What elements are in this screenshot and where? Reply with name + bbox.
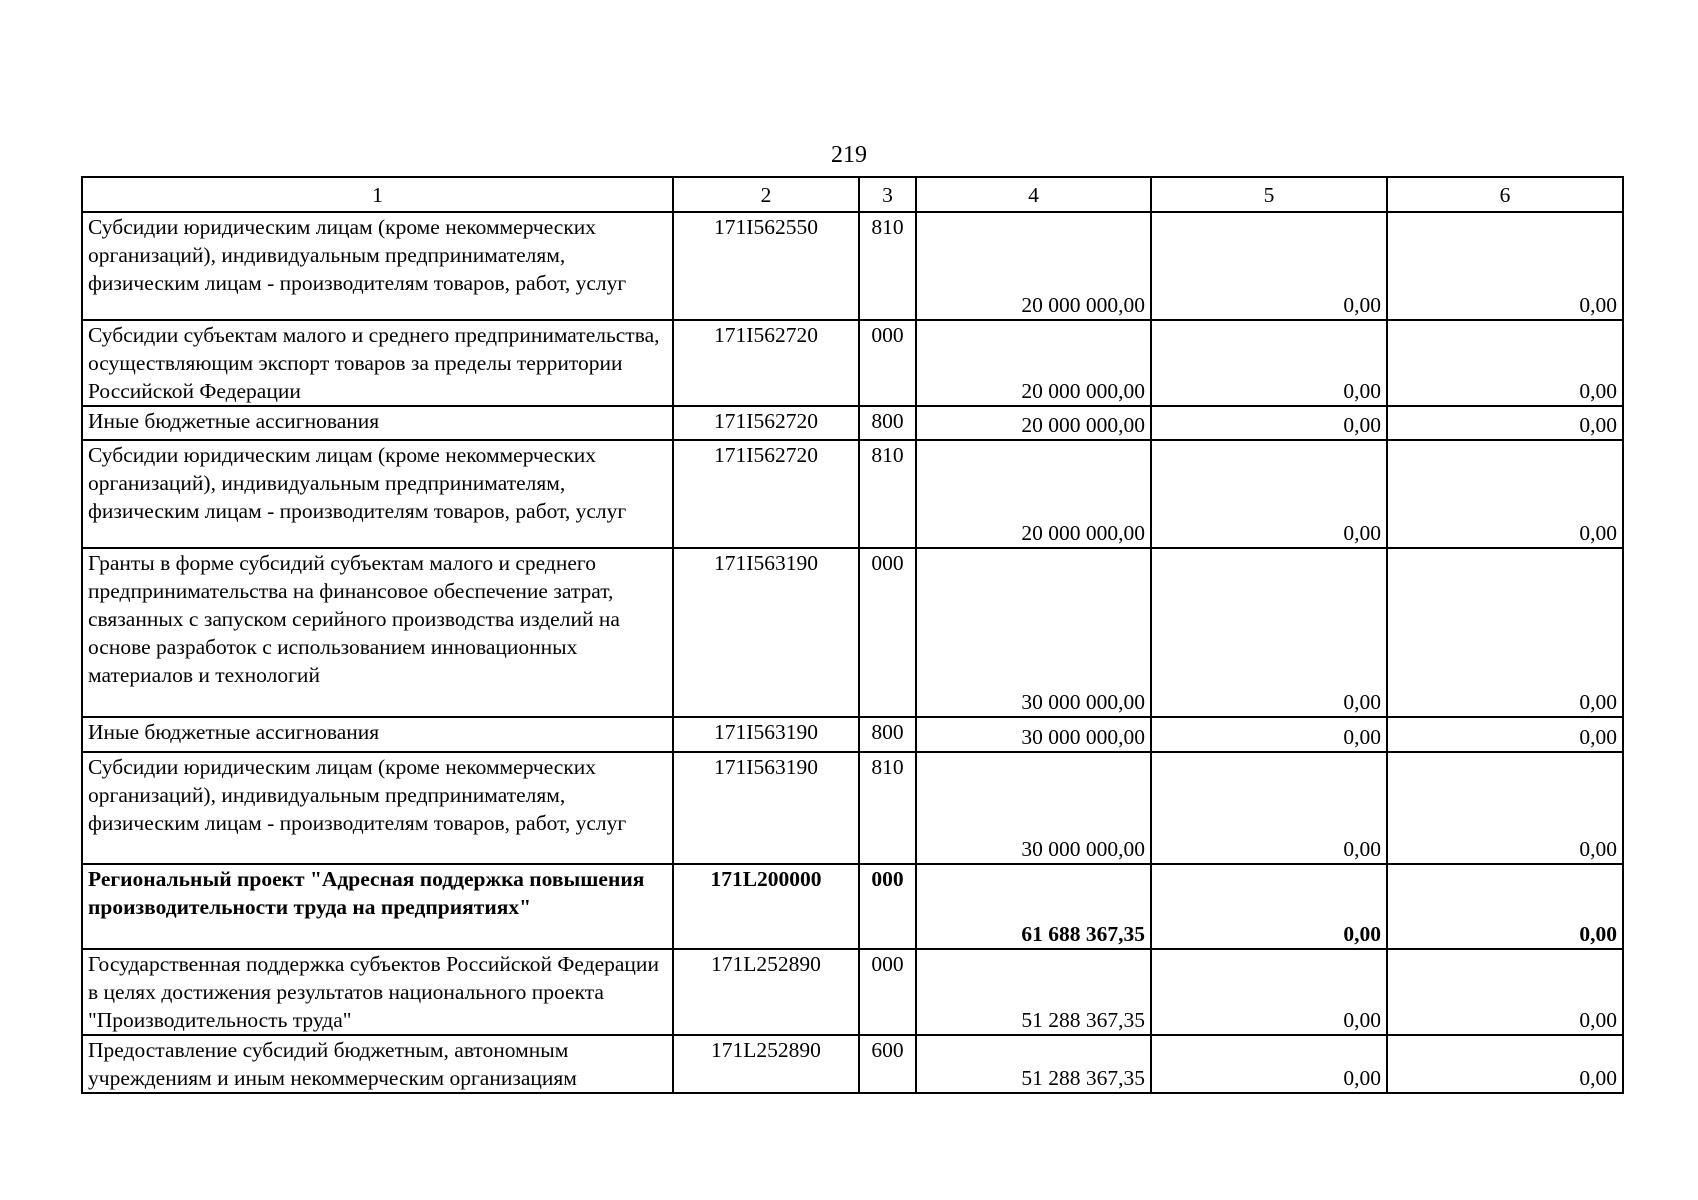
row-value-4: 20 000 000,00 xyxy=(916,440,1151,548)
header-cell-1: 1 xyxy=(82,177,673,212)
row-type: 600 xyxy=(859,1035,916,1093)
row-code: 171I562720 xyxy=(673,406,859,440)
row-value-4: 51 288 367,35 xyxy=(916,1035,1151,1093)
row-value-4: 20 000 000,00 xyxy=(916,212,1151,320)
row-value-5: 0,00 xyxy=(1151,406,1387,440)
row-value-6: 0,00 xyxy=(1387,864,1623,949)
row-code: 171I563190 xyxy=(673,717,859,752)
row-value-4: 20 000 000,00 xyxy=(916,320,1151,406)
row-name: Гранты в форме субсидий субъектам малого и среднего предпринимательства на финансовое обеспечение затрат, связанных с запуском серийного производства изделий на основе разработок с использованием инновационных материалов и технологий xyxy=(82,548,673,717)
row-value-6: 0,00 xyxy=(1387,406,1623,440)
row-type: 000 xyxy=(859,864,916,949)
row-code: 171I562720 xyxy=(673,440,859,548)
row-value-5: 0,00 xyxy=(1151,864,1387,949)
header-cell-5: 5 xyxy=(1151,177,1387,212)
row-code: 171I563190 xyxy=(673,548,859,717)
row-code: 171L252890 xyxy=(673,949,859,1035)
row-code: 171I562550 xyxy=(673,212,859,320)
row-value-5: 0,00 xyxy=(1151,752,1387,864)
row-value-6: 0,00 xyxy=(1387,548,1623,717)
budget-table xyxy=(81,176,1624,1094)
table-row xyxy=(82,717,1623,752)
table-row xyxy=(82,949,1623,1035)
row-value-6: 0,00 xyxy=(1387,949,1623,1035)
row-value-4: 20 000 000,00 xyxy=(916,406,1151,440)
row-code: 171I562720 xyxy=(673,320,859,406)
table-row xyxy=(82,752,1623,864)
row-name: Иные бюджетные ассигнования xyxy=(82,406,673,440)
table-row xyxy=(82,320,1623,406)
row-value-5: 0,00 xyxy=(1151,548,1387,717)
row-value-5: 0,00 xyxy=(1151,717,1387,752)
row-value-6: 0,00 xyxy=(1387,752,1623,864)
row-code: 171L252890 xyxy=(673,1035,859,1093)
row-name: Субсидии юридическим лицам (кроме некоммерческих организаций), индивидуальным предпринимателям, физическим лицам - производителям товаров, работ, услуг xyxy=(82,440,673,548)
table-row xyxy=(82,440,1623,548)
table-row xyxy=(82,406,1623,440)
row-name: Региональный проект "Адресная поддержка повышения производительности труда на предприятиях" xyxy=(82,864,673,949)
row-value-5: 0,00 xyxy=(1151,949,1387,1035)
row-value-5: 0,00 xyxy=(1151,1035,1387,1093)
row-name: Иные бюджетные ассигнования xyxy=(82,717,673,752)
header-cell-2: 2 xyxy=(673,177,859,212)
header-cell-3: 3 xyxy=(859,177,916,212)
row-value-5: 0,00 xyxy=(1151,212,1387,320)
row-type: 000 xyxy=(859,320,916,406)
row-name: Государственная поддержка субъектов Российской Федерации в целях достижения результатов национального проекта "Производительность труда" xyxy=(82,949,673,1035)
row-code: 171I563190 xyxy=(673,752,859,864)
row-type: 810 xyxy=(859,212,916,320)
row-type: 000 xyxy=(859,548,916,717)
row-value-4: 30 000 000,00 xyxy=(916,548,1151,717)
page-number: 219 xyxy=(831,142,867,168)
row-name: Субсидии юридическим лицам (кроме некоммерческих организаций), индивидуальным предпринимателям, физическим лицам - производителям товаров, работ, услуг xyxy=(82,212,673,320)
table-row-section-total xyxy=(82,864,1623,949)
row-value-4: 51 288 367,35 xyxy=(916,949,1151,1035)
row-type: 810 xyxy=(859,752,916,864)
row-value-6: 0,00 xyxy=(1387,440,1623,548)
row-name: Субсидии юридическим лицам (кроме некоммерческих организаций), индивидуальным предпринимателям, физическим лицам - производителям товаров, работ, услуг xyxy=(82,752,673,864)
row-type: 000 xyxy=(859,949,916,1035)
table-row xyxy=(82,212,1623,320)
header-cell-4: 4 xyxy=(916,177,1151,212)
row-value-6: 0,00 xyxy=(1387,717,1623,752)
row-value-4: 30 000 000,00 xyxy=(916,752,1151,864)
table-row xyxy=(82,1035,1623,1093)
table-row xyxy=(82,548,1623,717)
row-value-6: 0,00 xyxy=(1387,1035,1623,1093)
table-header-row xyxy=(82,177,1623,212)
row-type: 810 xyxy=(859,440,916,548)
row-type: 800 xyxy=(859,717,916,752)
row-type: 800 xyxy=(859,406,916,440)
row-value-6: 0,00 xyxy=(1387,212,1623,320)
row-name: Предоставление субсидий бюджетным, автономным учреждениям и иным некоммерческим организациям xyxy=(82,1035,673,1093)
row-value-5: 0,00 xyxy=(1151,440,1387,548)
row-value-5: 0,00 xyxy=(1151,320,1387,406)
row-name: Субсидии субъектам малого и среднего предпринимательства, осуществляющим экспорт товаров за пределы территории Российской Федерации xyxy=(82,320,673,406)
header-cell-6: 6 xyxy=(1387,177,1623,212)
row-value-6: 0,00 xyxy=(1387,320,1623,406)
row-value-4: 30 000 000,00 xyxy=(916,717,1151,752)
row-code: 171L200000 xyxy=(673,864,859,949)
row-value-4: 61 688 367,35 xyxy=(916,864,1151,949)
